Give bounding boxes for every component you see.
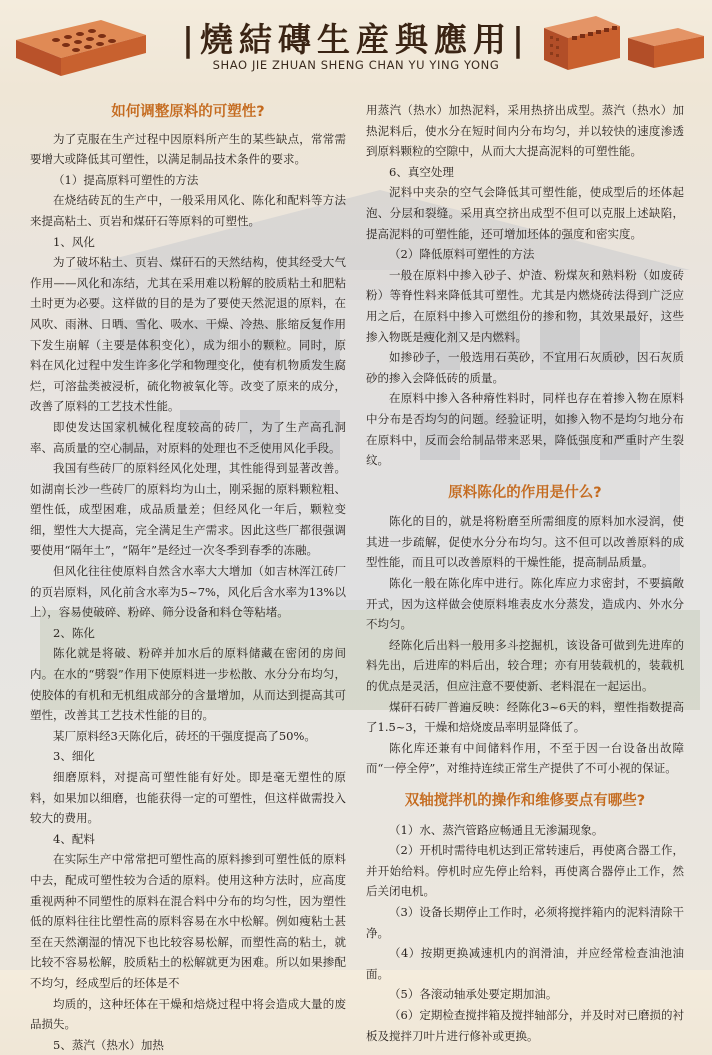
paragraph: 6、真空处理 — [389, 164, 454, 179]
paragraph: 某厂原料经3天陈化后，砖坯的干强度提高了50%。 — [53, 728, 316, 743]
right-column — [366, 100, 684, 1046]
paragraph: （1）水、蒸汽管路应畅通且无渗漏现象。 — [389, 822, 604, 837]
paragraph: 在实际生产中常常把可塑性高的原料掺到可塑性低的原料中去，配成可塑性较为合适的原料。使用这种方法时，应高度重视两种不同塑性的原料在混合料中分布的均匀性，因为塑性低的原料往往比塑性高的原料容易在水中松解。例如瘦粘土甚至在天然潮湿的情况下也比较容易松解，而塑性高的粘土，就比较不容易松解，胶质粘土的松解就更为困难。所以如果掺配不均匀，经成型后的坯体是不 — [30, 852, 346, 990]
paragraph: （6）定期检查搅拌箱及搅拌轴部分，并及时对已磨损的衬板及搅拌刀叶片进行修补或更换。 — [366, 1007, 684, 1043]
brick-solid-icon — [624, 22, 708, 74]
paragraph: 3、细化 — [53, 749, 95, 764]
paragraph: 一般在原料中掺入砂子、炉渣、粉煤灰和熟料粉（如废砖粉）等脊性料来降低其可塑性。尤其是内燃烧砖法得到广泛应用之后，在原料中掺入可燃组份的掺和物，其效果最好，这些掺入物既是瘦化剂又是内燃料。 — [366, 267, 684, 344]
paragraph: 5、蒸汽（热水）加热 — [53, 1037, 164, 1052]
paragraph: （1）提高原料可塑性的方法 — [53, 172, 199, 187]
paragraph: 陈化的目的，就是将粉磨至所需细度的原料加水浸润，使其进一步疏解，促使水分分布均匀。这不但可以改善原料的成型性能，而且可以改善原料的干燥性能，提高制品质量。 — [366, 514, 684, 570]
paragraph: 陈化库还兼有中间储料作用，不至于因一台设备出故障而“一停全停”，对维持连续正常生产提供了不可小视的保证。 — [366, 740, 684, 776]
paragraph: 泥料中夹杂的空气会降低其可塑性能，使成型后的坯体起泡、分层和裂缝。采用真空挤出成型不但可以克服上述缺陷，提高泥料的可塑性能，还可增加坯体的强度和密实度。 — [366, 185, 684, 241]
paragraph: 我国有些砖厂的原料经风化处理，其性能得到显著改善。如湖南长沙一些砖厂的原料均为山土，刚采掘的原料颗粒粗、塑性低，成型困难，成品质量差；但经风化一年后，颗粒变细，塑性大大提高，完全满足生产需求。因此这些厂都很强调要使用“隔年土”，“隔年”是经过一次冬季到春季的冻融。 — [30, 461, 346, 558]
paragraph: （5）各滚动轴承处要定期加油。 — [389, 987, 558, 1002]
section-heading-aging: 原料陈化的作用是什么? — [448, 484, 602, 501]
paragraph: 用蒸汽（热水）加热泥料，采用热挤出成型。蒸汽（热水）加热泥料后，使水分在短时间内分布均匀，并以较快的速度渗透到原料颗粒的空隙中，从而大大提高泥料的可塑性能。 — [366, 103, 684, 159]
brick-left-icon — [6, 10, 156, 80]
paragraph: 陈化一般在陈化库中进行。陈化库应力求密封，不要搞敞开式，因为这样做会使原料堆表皮水分蒸发，造成内、外水分不均匀。 — [366, 576, 684, 632]
paragraph: 陈化就是将破、粉碎并加水后的原料储藏在密闭的房间内。在水的“劈裂”作用下使原料进一步松散、水分分布均匀，使胶体的有机和无机组成部分的含量增加，从而达到提高其可塑性，改善其工艺技术性能的目的。 — [30, 646, 346, 723]
paragraph: 但风化往往使原料自然含水率大大增加（如吉林浑江砖厂的页岩原料，风化前含水率为5~7%，风化后含水率为13%以上），容易使破碎、粉碎、筛分设备和料仓等粘堵。 — [30, 564, 346, 620]
paragraph: 即使发达国家机械化程度较高的砖厂，为了生产高孔洞率、高质量的空心制品，对原料的处理也不乏使用风化手段。 — [30, 419, 346, 455]
paragraph: （2）开机时需待电机达到正常转速后，再使离合器工作，并开始给料。停机时应先停止给料，再使离合器停止工作，然后关闭电机。 — [366, 843, 684, 899]
brick-hollow-icon — [538, 12, 624, 74]
paragraph: 4、配料 — [53, 831, 95, 846]
paragraph: 为了克服在生产过程中因原料所产生的某些缺点，常常需要增大或降低其可塑性，以满足制品技术条件的要求。 — [30, 131, 346, 167]
paragraph: 如掺砂子，一般选用石英砂，不宜用石灰质砂，因石灰质砂的掺入会降低砖的质量。 — [366, 350, 684, 385]
page-title: |燒結磚生産與應用| — [181, 20, 530, 59]
paragraph: 经陈化后出料一般用多斗挖掘机，该设备可做到先进库的料先出，后进库的料后出，较合理；亦有用装载机的，装载机的优点是灵活，但应注意不要使新、老料混在一起运出。 — [366, 637, 684, 694]
paragraph: 为了破坏粘土、页岩、煤矸石的天然结构，使其经受大气作用——风化和冻结，尤其在采用难以粉解的胶质粘土和肥粘土时更为必要。这样做的目的是为了要使天然泥退的原料，在风吹、雨淋、日晒、雪化、吸水、干燥、冷热、胀缩反复作用下发生崩解（主要是体积变化），成为细小的颗粒。同时，原料在风化过程中发生许多化学和物理变化，使有机物质发生腐烂，可溶盐类被浸析，硫化物被氧化等。改变了原来的成分，改善了原料的工艺技术性能。 — [30, 255, 346, 414]
left-column — [30, 100, 346, 1055]
paragraph: （3）设备长期停止工作时，必须将搅拌箱内的泥料清除干净。 — [366, 904, 684, 940]
paragraph: 2、陈化 — [53, 625, 95, 640]
page-subtitle-pinyin: SHAO JIE ZHUAN SHENG CHAN YU YING YONG — [212, 58, 500, 72]
section-heading-plasticity: 如何调整原料的可塑性? — [111, 104, 265, 120]
page-header — [0, 0, 712, 92]
section-heading-mixer: 双轴搅拌机的操作和维修要点有哪些? — [404, 793, 646, 809]
paragraph: 煤矸石砖厂普遍反映：经陈化3~6天的料，塑性指数提高了1.5~3，干燥和焙烧废品率明显降低了。 — [366, 699, 684, 735]
paragraph: （2）降低原料可塑性的方法 — [389, 247, 535, 262]
paragraph: 细磨原料，对提高可塑性能有好处。即是毫无塑性的原料，如果加以细磨，也能获得一定的可塑性，但这样做需投入较大的费用。 — [30, 770, 346, 826]
paragraph: 在烧结砖瓦的生产中，一般采用风化、陈化和配料等方法来提高粘土、页岩和煤矸石等原料的可塑性。 — [30, 193, 346, 228]
paragraph: （4）按期更换减速机内的润滑油，并应经常检查油池油面。 — [366, 946, 684, 981]
paragraph: 均质的，这种坯体在干燥和焙烧过程中将会造成大量的废品损失。 — [30, 996, 346, 1032]
paragraph: 在原料中掺入各种瘠性料时，同样也存在着掺入物在原料中分布是否均匀的问题。经验证明，如掺入物不是均匀地分布在原料中，反而会给制品带来恶果，降低强度和严重时产生裂纹。 — [366, 391, 684, 468]
paragraph: 1、风化 — [53, 234, 95, 249]
